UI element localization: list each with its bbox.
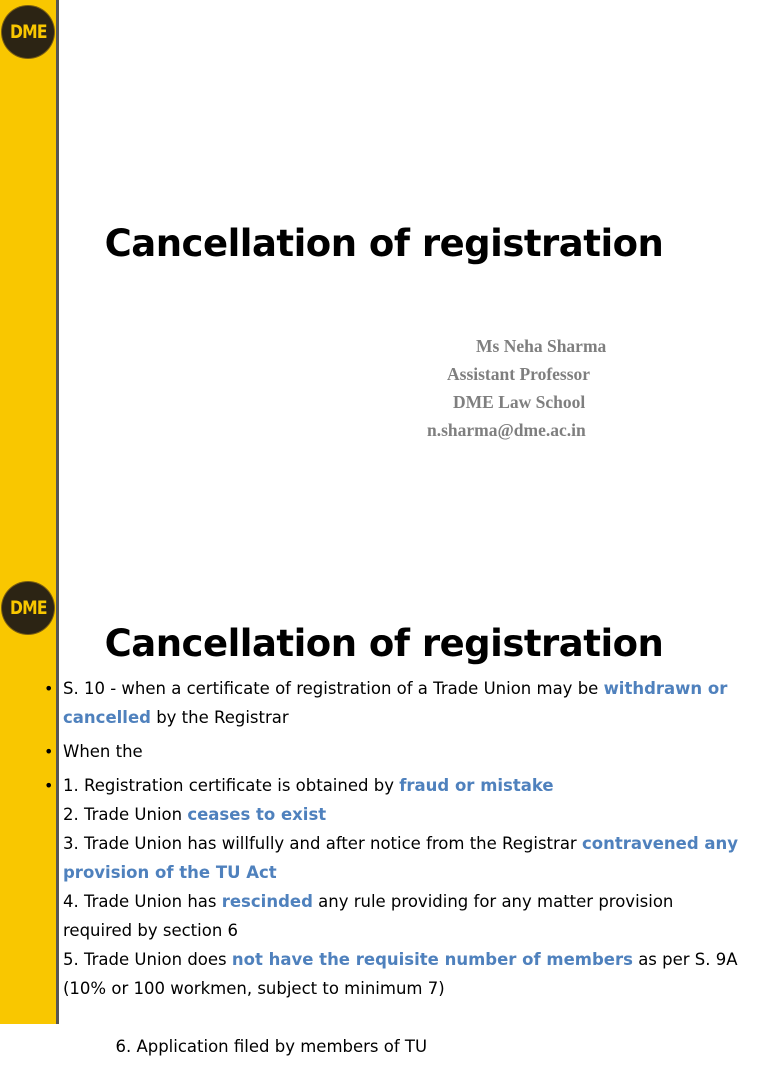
- text: 2. Trade Union: [63, 805, 188, 824]
- bullet-list: [44, 674, 743, 1090]
- dme-logo-text: DME: [9, 21, 47, 43]
- author-name: Ms Neha Sharma: [476, 336, 607, 356]
- bullet-marker: •: [44, 679, 54, 698]
- text: 5. Trade Union does: [63, 950, 232, 969]
- dme-logo: [2, 6, 54, 58]
- text: S. 10 - when a certificate of registration of a Trade Union may be: [63, 679, 604, 698]
- highlight-text: ceases to exist: [187, 805, 327, 824]
- author-role: Assistant Professor: [447, 364, 591, 384]
- author-email: n.sharma@dme.ac.in: [427, 420, 586, 440]
- list-line: [63, 1003, 743, 1090]
- bullet-marker: •: [44, 776, 54, 795]
- list-line: [63, 800, 743, 829]
- slide-title: Cancellation of registration: [104, 222, 664, 265]
- bullet-item: [44, 674, 743, 732]
- text: as per S. 9A (10% or 100 workmen, subject to minimum 7): [63, 950, 738, 998]
- content-slide: [0, 560, 768, 1056]
- author-block: [380, 332, 680, 444]
- bullet-item: [44, 737, 743, 766]
- bullet-marker: •: [44, 742, 54, 761]
- slide-title: Cancellation of registration: [104, 622, 664, 665]
- dme-logo-text: DME: [9, 597, 47, 619]
- text: any rule providing for any matter provision required by section 6: [63, 892, 674, 940]
- bullet-item: [44, 771, 743, 1090]
- list-line: [63, 829, 743, 887]
- highlight-text: fraud or mistake: [399, 776, 554, 795]
- text: 6. Application filed by members of TU: [104, 1037, 428, 1056]
- highlight-text: contravened any provision of the TU Act: [63, 834, 739, 882]
- side-bar-divider: [56, 0, 59, 560]
- text: by the Registrar: [150, 708, 289, 727]
- text: 1. Registration certificate is obtained by: [63, 776, 400, 795]
- list-line: [63, 945, 743, 1003]
- highlight-text: not have the requisite number of members: [231, 950, 633, 969]
- highlight-text: rescinded: [221, 892, 313, 911]
- author-school: DME Law School: [453, 392, 586, 412]
- text: When the: [63, 742, 143, 761]
- list-line: [63, 887, 743, 945]
- text: 3. Trade Union has willfully and after notice from the Registrar: [63, 834, 582, 853]
- list-line: [63, 771, 743, 800]
- highlight-text: withdrawn or cancelled: [63, 679, 728, 727]
- text: 4. Trade Union has: [63, 892, 222, 911]
- side-accent-bar: [0, 0, 56, 560]
